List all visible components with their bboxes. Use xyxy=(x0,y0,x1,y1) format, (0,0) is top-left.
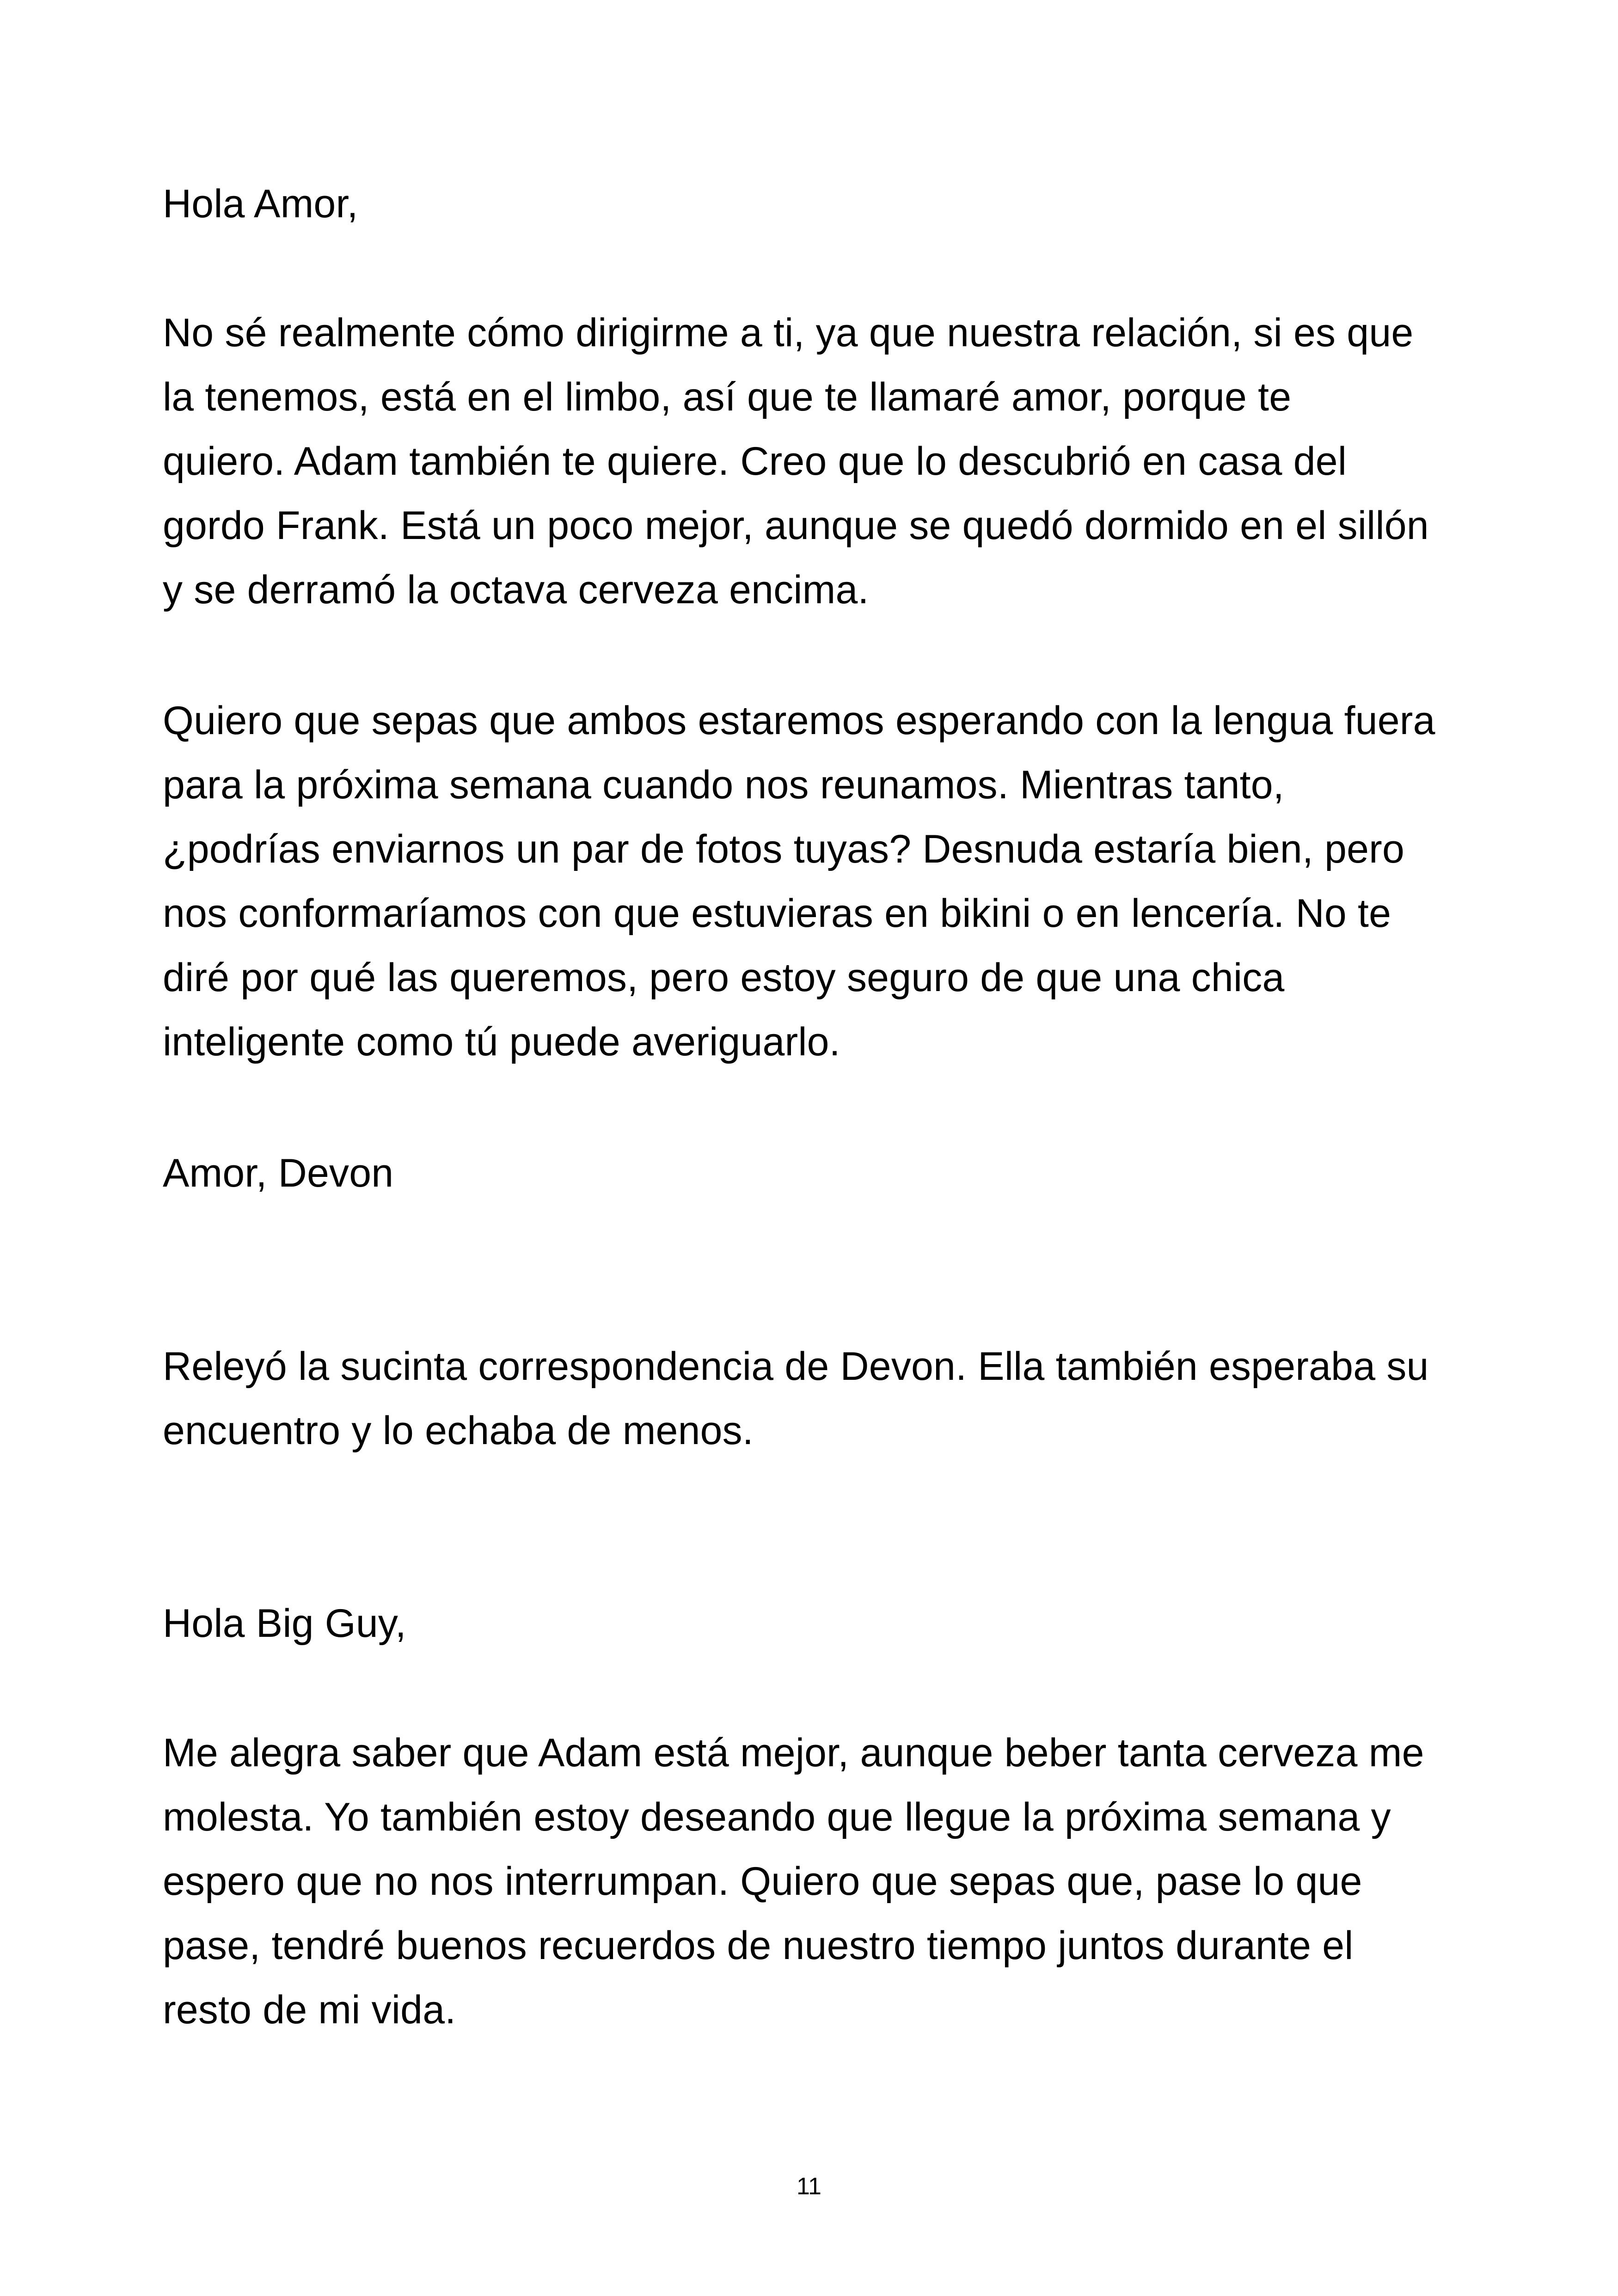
letter1-greeting: Hola Amor, xyxy=(163,182,358,226)
letter1-paragraph1 xyxy=(163,301,1503,622)
text-line: nos conformaríamos con que estuvieras en bikini o en lencería. No te xyxy=(163,891,1391,936)
text-line: pase, tendré buenos recuerdos de nuestro tiempo juntos durante el xyxy=(163,1923,1354,1968)
text-line: Quiero que sepas que ambos estaremos esperando con la lengua fuera xyxy=(163,698,1435,743)
narration-paragraph xyxy=(163,1335,1503,1463)
text-line: molesta. Yo también estoy deseando que llegue la próxima semana y xyxy=(163,1795,1391,1839)
text-line: diré por qué las queremos, pero estoy seguro de que una chica xyxy=(163,955,1285,1000)
letter2-greeting: Hola Big Guy, xyxy=(163,1601,406,1646)
text-line: y se derramó la octava cerveza encima. xyxy=(163,568,869,612)
text-line: resto de mi vida. xyxy=(163,1988,456,2032)
text-line: para la próxima semana cuando nos reunamos. Mientras tanto, xyxy=(163,763,1284,807)
text-line: inteligente como tú puede averiguarlo. xyxy=(163,1020,840,1064)
text-line: espero que no nos interrumpan. Quiero que sepas que, pase lo que xyxy=(163,1859,1362,1904)
text-line: encuentro y lo echaba de menos. xyxy=(163,1408,754,1453)
letter2-paragraph1 xyxy=(163,1721,1503,2042)
letter1-paragraph2 xyxy=(163,689,1503,1074)
text-line: quiero. Adam también te quiere. Creo que lo descubrió en casa del xyxy=(163,439,1347,484)
text-line: Releyó la sucinta correspondencia de Devon. Ella también esperaba su xyxy=(163,1344,1429,1389)
text-line: gordo Frank. Está un poco mejor, aunque se quedó dormido en el sillón xyxy=(163,503,1429,548)
text-line: No sé realmente cómo dirigirme a ti, ya que nuestra relación, si es que xyxy=(163,311,1414,355)
letter1-signoff: Amor, Devon xyxy=(163,1151,394,1195)
text-line: Me alegra saber que Adam está mejor, aunque beber tanta cerveza me xyxy=(163,1731,1424,1775)
text-line: ¿podrías enviarnos un par de fotos tuyas? Desnuda estaría bien, pero xyxy=(163,827,1405,871)
text-line: la tenemos, está en el limbo, así que te llamaré amor, porque te xyxy=(163,375,1292,419)
page-number: 11 xyxy=(797,2173,821,2200)
